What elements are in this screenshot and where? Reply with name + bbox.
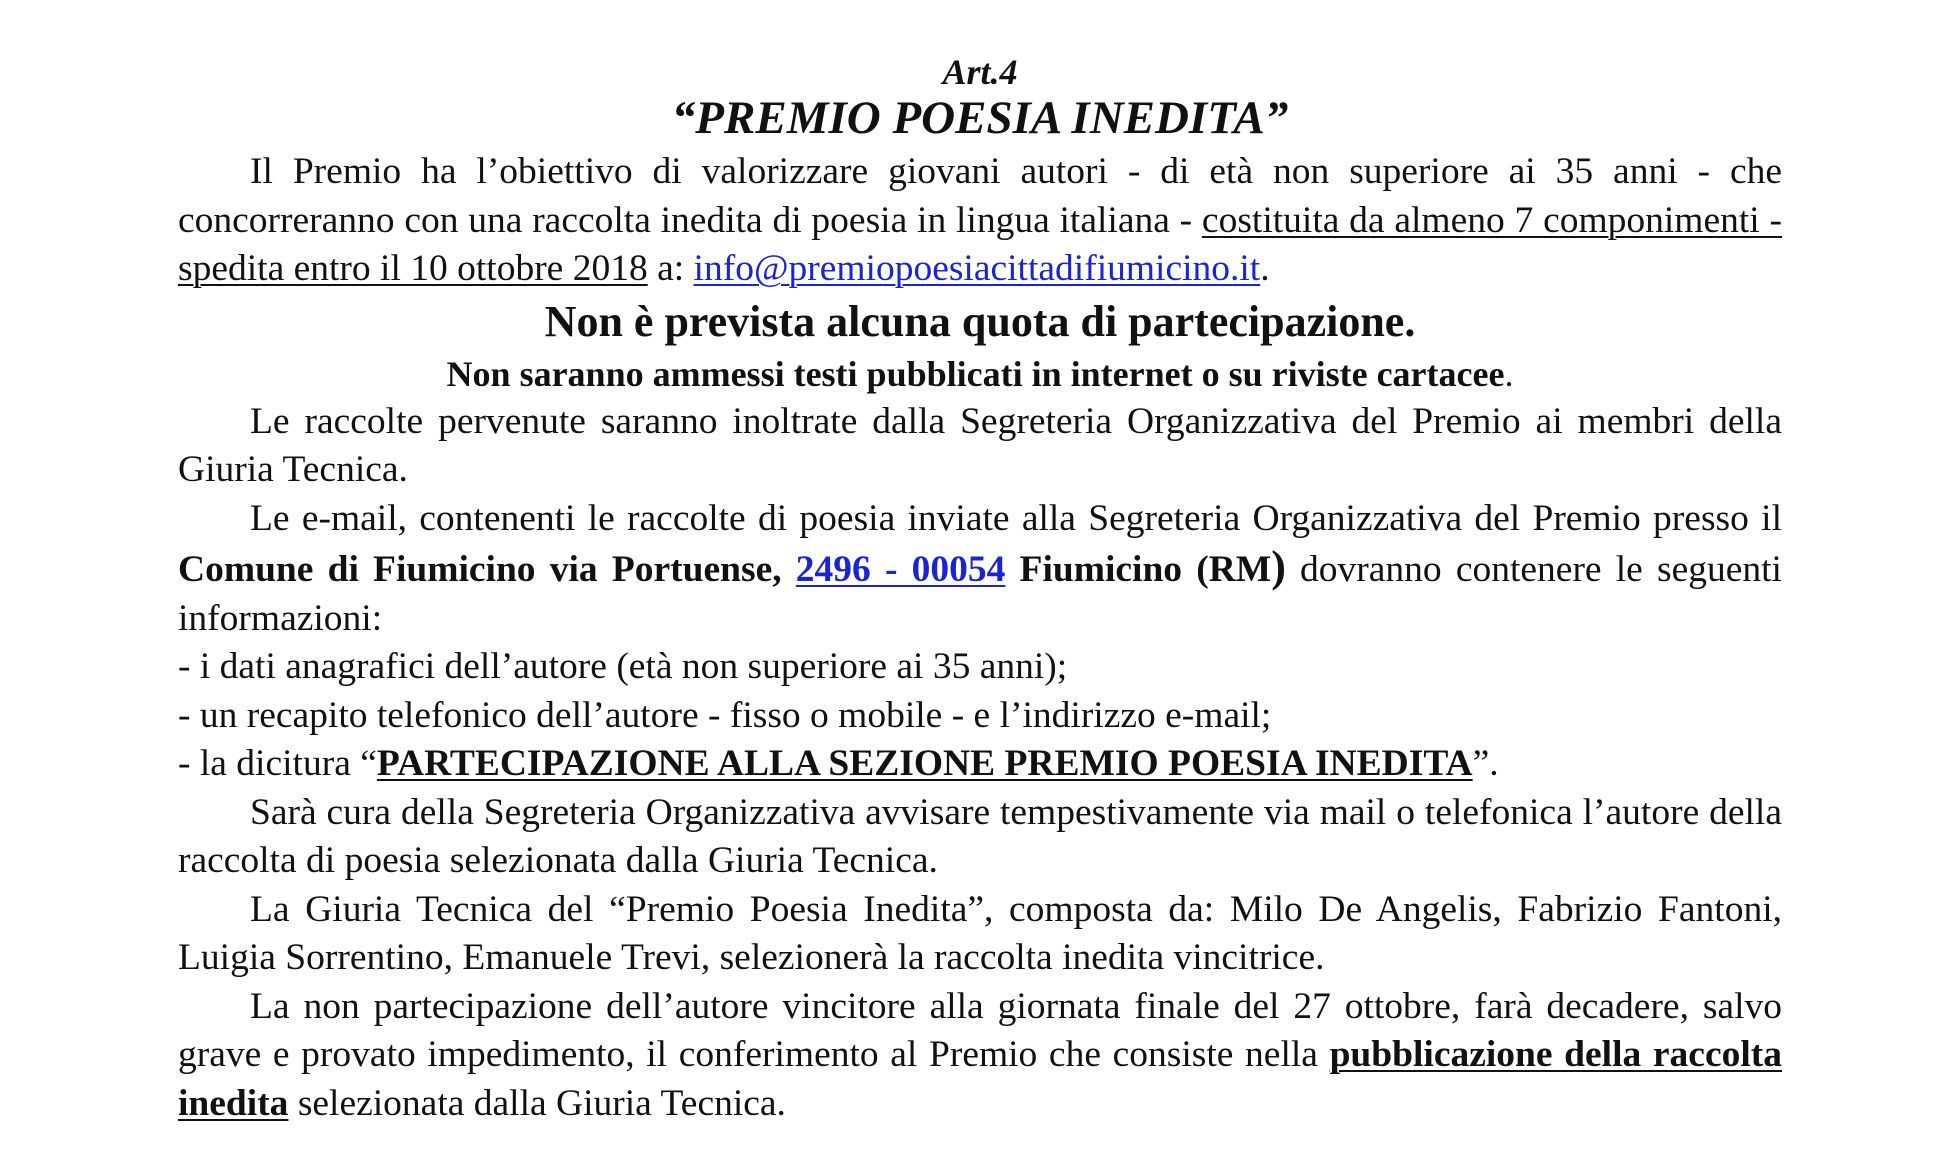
no-fee-notice: Non è prevista alcuna quota di partecipazione. [544, 296, 1416, 346]
section-title: “PREMIO POESIA INEDITA” [671, 92, 1289, 144]
email-paragraph: Le e-mail, contenenti le raccolte di poesia inviate alla Segreteria Organizzativa del Premio presso il Comune di Fiumicino via Portuense, 2496 - 00054 Fiumicino (RM) dovranno contenere le seguenti informazioni: [178, 497, 1782, 639]
address-link[interactable]: 2496 - 00054 [795, 549, 1006, 590]
forward-paragraph: Le raccolte pervenute saranno inoltrate dalla Segreteria Organizzativa del Premio ai membri della Giuria Tecnica. [178, 400, 1782, 490]
list-item: - i dati anagrafici dell’autore (età non superiore ai 35 anni); [178, 646, 1068, 687]
list-item: - un recapito telefonico dell’autore - fisso o mobile - e l’indirizzo e-mail; [178, 694, 1272, 736]
list-item: - la dicitura “PARTECIPAZIONE ALLA SEZIONE PREMIO POESIA INEDITA”. [178, 743, 1499, 784]
document-page [178, 52, 1782, 1128]
participation-label: PARTECIPAZIONE ALLA SEZIONE PREMIO POESIA INEDITA [376, 743, 1473, 784]
address-text: Comune di Fiumicino via Portuense, [178, 549, 796, 590]
intro-paragraph: Il Premio ha l’obiettivo di valorizzare giovani autori - di età non superiore ai 35 anni - che concorreranno con una raccolta inedita di poesia in lingua italiana - costituita da almeno 7 componimenti - spedita entro il 10 ottobre 2018 a: info@premiopoesiacittadifiumicino.it. [178, 151, 1782, 289]
intro-to: a: [647, 248, 694, 289]
article-number: Art.4 [942, 52, 1018, 92]
publication-prize: pubblicazione della raccolta inedita [178, 1034, 1782, 1124]
intro-deadline: costituita da almeno 7 componimenti - spedita entro il 10 ottobre 2018 [178, 199, 1782, 289]
notify-paragraph: Sarà cura della Segreteria Organizzativa avvisare tempestivamente via mail o telefonica l’autore della raccolta di poesia selezionata dalla Giuria Tecnica. [178, 791, 1782, 881]
intro-text: Il Premio ha l’obiettivo di valorizzare giovani autori - di età non superiore ai 35 anni - che concorreranno con una raccolta inedita di poesia in lingua italiana - [178, 151, 1782, 241]
jury-paragraph: La Giuria Tecnica del “Premio Poesia Inedita”, composta da: Milo De Angelis, Fabrizio Fantoni, Luigia Sorrentino, Emanuele Trevi, selezionerà la raccolta inedita vincitrice. [178, 888, 1782, 978]
final-paragraph: La non partecipazione dell’autore vincitore alla giornata finale del 27 ottobre, farà decadere, salvo grave e provato impedimento, il conferimento al Premio che consiste nella pubblicazione della raccolta inedita selezionata dalla Giuria Tecnica. [178, 985, 1782, 1124]
email-link[interactable]: info@premiopoesiacittadifiumicino.it [693, 248, 1261, 289]
no-published-notice: Non saranno ammessi testi pubblicati in internet o su riviste cartacee. [446, 353, 1514, 394]
